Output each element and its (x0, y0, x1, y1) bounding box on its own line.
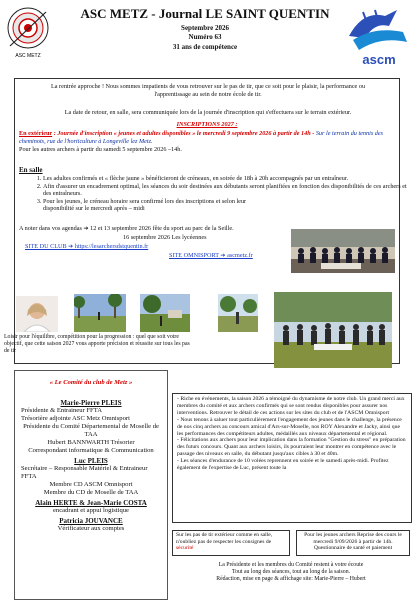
team-photo (274, 292, 392, 368)
site-omnisport-link[interactable]: SITE OMNISPORT ➔ ascmetz.fr (169, 252, 253, 259)
report-list (173, 394, 411, 474)
safety-note (172, 530, 290, 556)
committee-list (21, 397, 161, 533)
footer-line: Tout au long des séances, tout au long de la saison. (231, 569, 351, 575)
committee-line: Secrétaire – Responsable Matériel & Entraineur FFTA (21, 465, 148, 480)
ascm-logo-text: ascm (362, 52, 396, 67)
portrait-photo (16, 296, 58, 332)
committee-line: Correspondant informatique & Communication (28, 447, 154, 454)
field-photo-2 (140, 294, 190, 332)
intro-paragraph-2: La date de retour, en salle, sera communiquée lors de la journée d'inscription qui s'effectuera sur le terrain extérieur. (64, 109, 352, 116)
salle-label: En salle (19, 166, 43, 174)
site-club-link[interactable]: SITE DU CLUB ➔ https://lesarchersdstquentin.fr (25, 243, 149, 250)
report-paragraph: - Nous tenons à saluer tout particulièrement l'engagement des jeunes dans le challenge, la présence de nos cinq archers au concours amical d'Ars-sur-Moselle, nos ROY Alexandre et Jacky, ainsi que les performances des compétiteurs adultes, médaillés aux niveaux départemental et régional. (177, 416, 402, 437)
footer-line: Rédaction, mise en page & affichage site: Marie-Pierre – Hubert (216, 576, 366, 582)
committee-line: Présidente & Entraineur FFTA (21, 407, 102, 414)
footer (172, 562, 410, 583)
club-logo (6, 4, 50, 60)
committee-line: Alain HERTE & Jean-Marie COSTA (35, 499, 147, 507)
salle-item: 3. Pour les jeunes, le créneau horaire sera confirmé lors des inscriptions et selon leur disponibilité sur le mercredi après – midi (43, 198, 273, 213)
committee-line: Vérificateur aux comptes (57, 525, 125, 532)
inscriptions-title: INSCRIPTIONS 2027 : (176, 121, 238, 128)
exterior-label: En extérieur (19, 130, 53, 137)
exterior-text-2: Sur le terrain du tennis des cheminots, rue de l'horticulture à Longeville lez Metz. (19, 130, 384, 145)
exterior-text-1: : Journée d'inscription « jeunes et adultes disponibles » le mercredi 9 septembre 2026 à partir de 14h - (52, 130, 315, 137)
footer-line: La Présidente et les membres du Comité restent à votre écoute (218, 562, 364, 568)
committee-title: « Le Comité du club de Metz » (49, 379, 133, 386)
committee-line: Présidente du Comité Départemental de Moselle de TAA (23, 423, 159, 438)
club-logo-text: ASC METZ (15, 53, 41, 59)
youth-note: Pour les jeunes archers Reprise des cours le mercredi 9/09/2026 à partir de 14h. Questionnaire de santé et paiement (296, 530, 410, 556)
committee-line: encadrant et appui logistique (53, 507, 129, 514)
field-photo-1 (74, 294, 126, 332)
committee-line: Patricia JOUVANCE (59, 517, 123, 525)
salle-item: 2. Afin d'assurer un encadrement optimal, les séances du soir destinées aux débutants seront planifiées en fonction des disponibilités de ces archers et des entraîneurs. (43, 183, 413, 198)
group-photo (291, 229, 395, 273)
safety-note-text: Sur les pas de tir extérieur comme en salle, n'oubliez pas de respecter les consignes de (176, 532, 273, 545)
safety-highlight: sécurité (176, 545, 194, 552)
ascm-logo (345, 6, 411, 68)
committee-line: Trésorière adjointe ASC Metz Omnisport (21, 415, 130, 422)
salle-item: 1. Les adultes confirmés et « flèche jaune » bénéficieront de créneaux, en soirée de 18h à 20h accompagnés par un entraîneur. (43, 175, 413, 183)
salle-list (19, 175, 413, 213)
inscription-others: Pour les autres archers à partir du samedi 5 septembre 2026 –14h. (19, 146, 182, 153)
committee-line: Luc PLEIS (74, 457, 108, 465)
season-caption: Loisir pour l'équilibre, compétition pour la progression : quel que soit votre objectif, que cette saison 2027 vous apporte précision et réussite sur tous les pas de tir (4, 334, 190, 354)
agenda-note: A noter dans vos agendas ➔ 12 et 13 septembre 2026 fête du sport au parc de la Seille. (19, 225, 234, 232)
agenda-lycees: 16 septembre 2026 Les lycéennes (123, 234, 207, 241)
issue-number: Numéro 63 (188, 33, 222, 41)
committee-panel (14, 370, 168, 600)
inscription-exterior (19, 130, 397, 145)
season-report (172, 393, 412, 523)
committee-line: Membre du CD de Moselle de TAA (43, 489, 139, 496)
intro-paragraph-1: La rentrée approche ! Nous sommes impatients de vous retrouver sur le pas de tir, que ce soit pour le plaisir, la performance ou l'apprentissage au sein de notre école de tir. (50, 83, 366, 98)
field-photo-3 (218, 294, 258, 332)
report-paragraph: - Félicitations aux archers pour leur implication dans la formation "Gestion du stress" en préparation des futurs concours. Quant aux archers loisirs, ils pourraient leur montrer en compétence avec le passage des niveaux en salle, du débutant jusqu'aux cibles à 30 et 40m. (177, 437, 406, 458)
report-paragraph: - Riche en événements, la saison 2026 a témoigné du dynamisme de notre club. Un grand merci aux membres du comité et aux archers confirmés qui se sont rendus disponibles pour assurer nos interventions. Retrouver le détail de ces actions sur les sites du club et de l'ASCM Omnisport (177, 396, 405, 416)
committee-line: Hubert BANNWARTH Trésorier (47, 439, 135, 446)
committee-line: Membre CD ASCM Omnisport (49, 481, 133, 488)
report-paragraph: - Les séances d'endurance de 10 volées reprennent en soirée et le samedi après-midi. Profitez également de l'expertise de Luc, présent toute la (177, 458, 389, 472)
issue-date: Septembre 2026 (181, 24, 229, 32)
committee-line: Marie-Pierre PLEIS (60, 399, 122, 407)
journal-title: ASC METZ - Journal LE SAINT QUENTIN (80, 6, 330, 21)
years-badge: 31 ans de compétence (172, 43, 238, 51)
